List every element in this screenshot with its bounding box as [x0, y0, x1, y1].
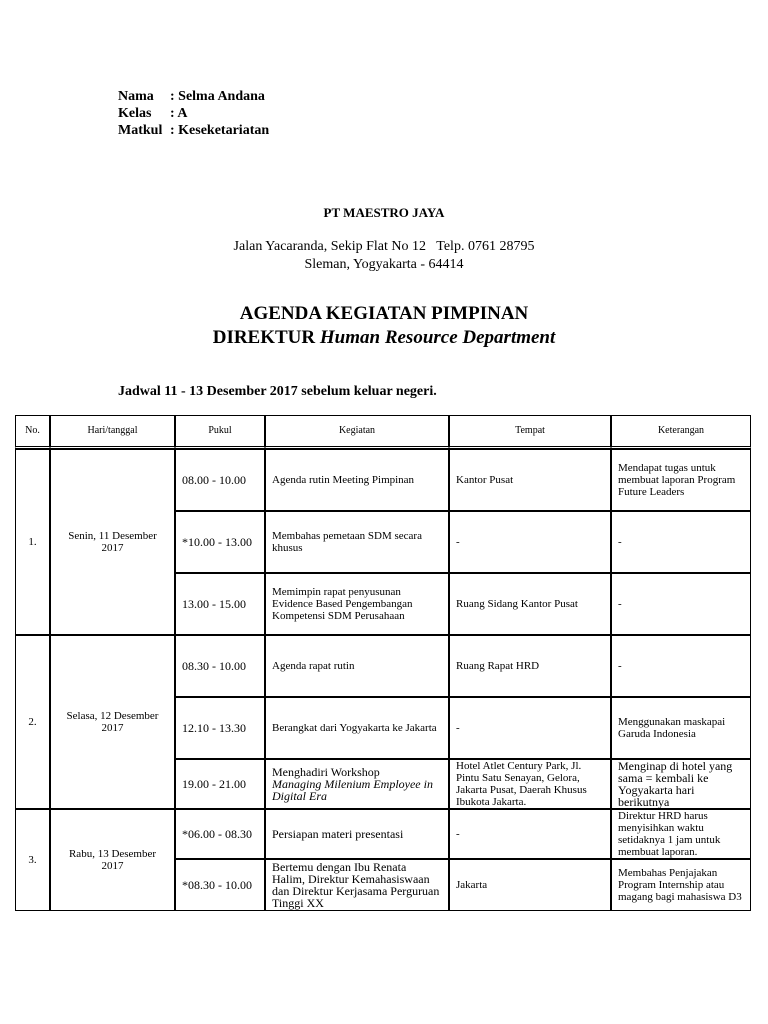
- nama-value: : Selma Andana: [170, 89, 265, 104]
- day-number: 3.: [15, 809, 50, 911]
- address-line-2: Sleman, Yogyakarta - 64414: [304, 257, 464, 272]
- activity-cell: Agenda rapat rutin: [265, 635, 449, 697]
- activity-cell: Berangkat dari Yogyakarta ke Jakarta: [265, 697, 449, 759]
- note-cell: -: [611, 573, 751, 635]
- time-cell: *08.30 - 10.00: [175, 859, 265, 911]
- note-cell: Direktur HRD harus menyisihkan waktu setidaknya 1 jam untuk membuat laporan.: [611, 809, 751, 859]
- activity-cell: Bertemu dengan Ibu Renata Halim, Direktur Kemahasiswaan dan Direktur Kerjasama Perguruan Tinggi XX: [265, 859, 449, 911]
- table-row: [15, 635, 751, 697]
- title-line-1: AGENDA KEGIATAN PIMPINAN: [239, 303, 529, 324]
- title-italic: Human Resource Department: [319, 327, 556, 348]
- place-cell: Kantor Pusat: [449, 449, 611, 511]
- table-header-row: [15, 415, 751, 449]
- kelas-value: : A: [170, 106, 188, 121]
- company-address: [0, 238, 768, 274]
- title-line-2: [0, 326, 768, 350]
- document-title: [0, 302, 768, 350]
- company-name: PT MAESTRO JAYA: [323, 205, 445, 220]
- time-cell: 08.00 - 10.00: [175, 449, 265, 511]
- activity-cell: Memimpin rapat penyusunan Evidence Based Pengembangan Kompetensi SDM Perusahaan: [265, 573, 449, 635]
- matkul-label: Matkul: [118, 123, 163, 138]
- day-date: Selasa, 12 Desember 2017: [50, 635, 175, 809]
- address-line-1: Jalan Yacaranda, Sekip Flat No 12 Telp. 0761 28795: [233, 239, 535, 254]
- header-time: Pukul: [175, 415, 265, 449]
- activity-cell: Membahas pemetaan SDM secara khusus: [265, 511, 449, 573]
- place-cell: Hotel Atlet Century Park, Jl. Pintu Satu Senayan, Gelora, Jakarta Pusat, Daerah Khusus Ibukota Jakarta.: [449, 759, 611, 809]
- place-cell: Ruang Rapat HRD: [449, 635, 611, 697]
- header-no: No.: [15, 415, 50, 449]
- table-row: [15, 809, 751, 859]
- time-cell: 08.30 - 10.00: [175, 635, 265, 697]
- student-identity: [118, 88, 269, 139]
- place-cell: Jakarta: [449, 859, 611, 911]
- note-cell: Membahas Penjajakan Program Internship atau magang bagi mahasiswa D3: [611, 859, 751, 911]
- note-cell: Menginap di hotel yang sama = kembali ke Yogyakarta hari berikutnya: [611, 759, 751, 809]
- header-activity: Kegiatan: [265, 415, 449, 449]
- activity-cell: Persiapan materi presentasi: [265, 809, 449, 859]
- header-date: Hari/tanggal: [50, 415, 175, 449]
- time-cell: 19.00 - 21.00: [175, 759, 265, 809]
- title-prefix: DIREKTUR: [212, 327, 320, 348]
- note-cell: -: [611, 511, 751, 573]
- day-number: 1.: [15, 449, 50, 635]
- activity-cell: Agenda rutin Meeting Pimpinan: [265, 449, 449, 511]
- schedule-heading: Jadwal 11 - 13 Desember 2017 sebelum keluar negeri.: [118, 384, 437, 399]
- place-cell: Ruang Sidang Kantor Pusat: [449, 573, 611, 635]
- table-row: [15, 449, 751, 511]
- day-date: Senin, 11 Desember 2017: [50, 449, 175, 635]
- note-cell: Mendapat tugas untuk membuat laporan Program Future Leaders: [611, 449, 751, 511]
- time-cell: *10.00 - 13.00: [175, 511, 265, 573]
- header-note: Keterangan: [611, 415, 751, 449]
- place-cell: -: [449, 697, 611, 759]
- activity-text: Menghadiri Workshop: [272, 765, 380, 779]
- time-cell: 13.00 - 15.00: [175, 573, 265, 635]
- note-cell: -: [611, 635, 751, 697]
- place-cell: -: [449, 511, 611, 573]
- time-cell: *06.00 - 08.30: [175, 809, 265, 859]
- agenda-table: [15, 415, 751, 911]
- note-cell: Menggunakan maskapai Garuda Indonesia: [611, 697, 751, 759]
- activity-cell: [265, 759, 449, 809]
- place-cell: -: [449, 809, 611, 859]
- nama-label: Nama: [118, 89, 154, 104]
- kelas-label: Kelas: [118, 106, 152, 121]
- day-date: Rabu, 13 Desember 2017: [50, 809, 175, 911]
- matkul-value: : Keseketariatan: [170, 123, 270, 138]
- activity-italic-text: Managing Milenium Employee in Digital Era: [272, 777, 433, 803]
- day-number: 2.: [15, 635, 50, 809]
- header-place: Tempat: [449, 415, 611, 449]
- time-cell: 12.10 - 13.30: [175, 697, 265, 759]
